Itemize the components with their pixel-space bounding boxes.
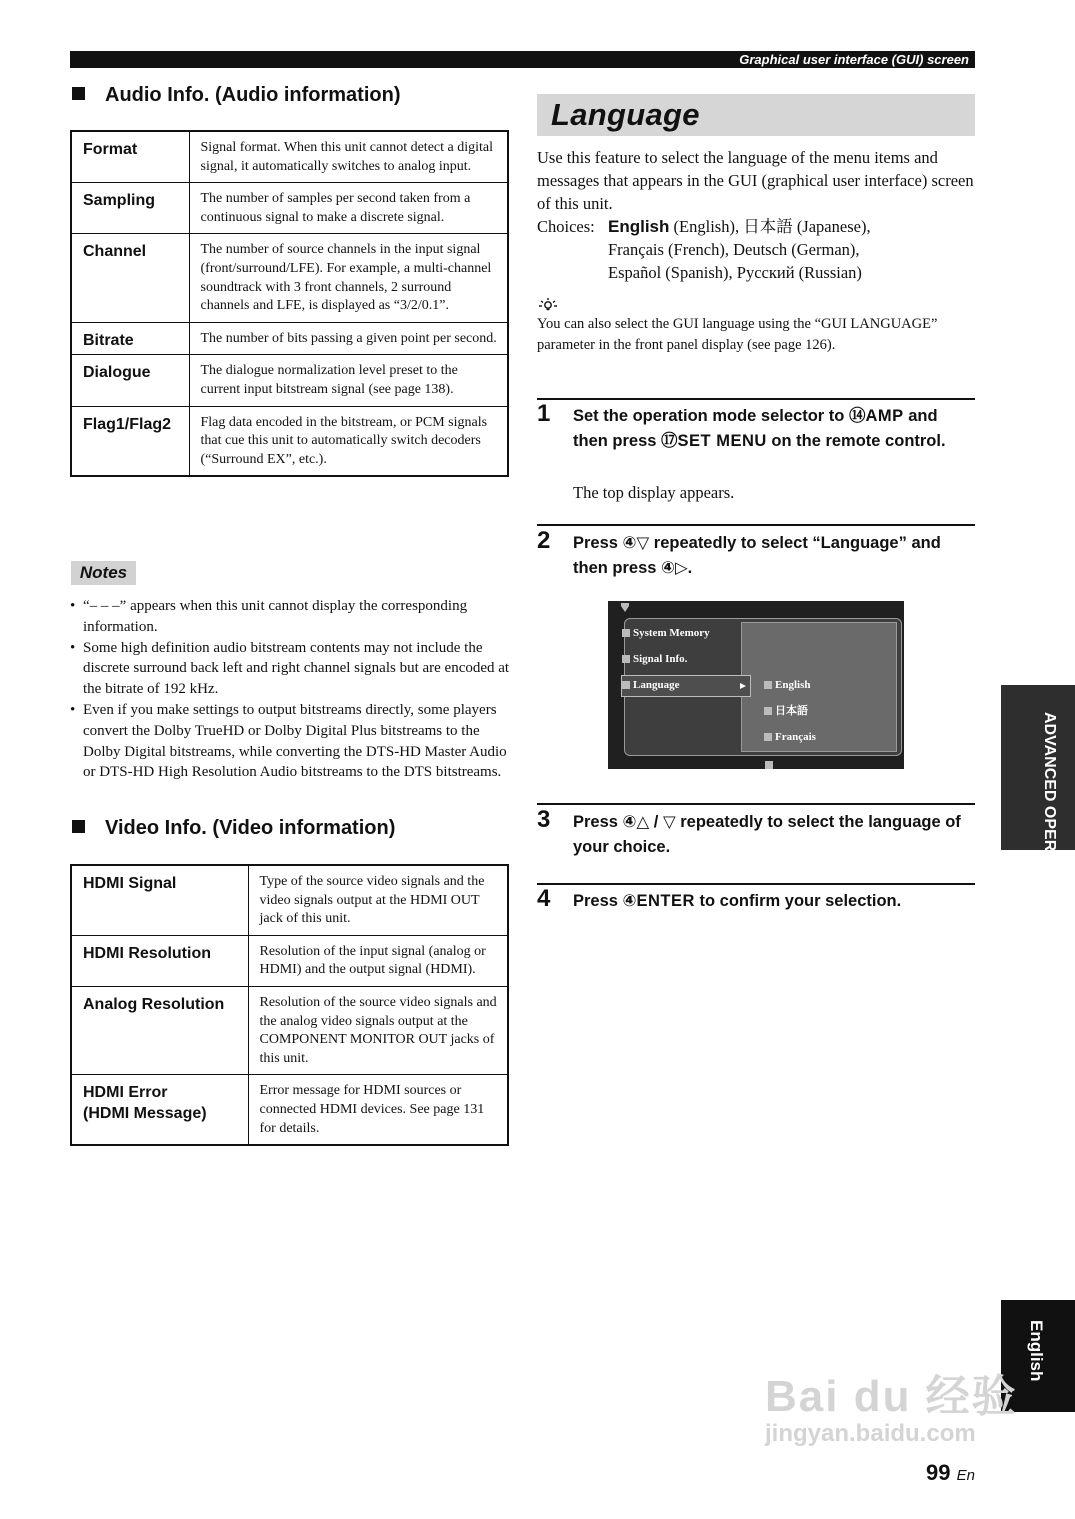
gui-scroll-indicator-icon (765, 761, 773, 769)
audio-info-table (70, 130, 509, 477)
table-row (71, 935, 508, 986)
gui-sub-item: English (764, 676, 810, 694)
table-row (71, 1075, 508, 1145)
table-value-cell: Signal format. When this unit cannot detect a digital signal, it automatically switches to analog input. (200, 140, 494, 174)
step-2-number: 2 (537, 527, 551, 554)
table-key-cell: Analog Resolution (71, 986, 248, 1074)
gui-menu-item: Signal Info. (622, 650, 687, 668)
header-bar (70, 51, 975, 68)
note-item: • Even if you make settings to output bitstreams directly, some players convert the Dolby TrueHD or Dolby Digital Plus bitstreams to the Dolby Digital bitstreams, while converting the DTS-HD Master Audio or DTS-HD High Resolution Audio bitstreams to the DTS bitstreams. (70, 700, 510, 783)
gui-checkbox-icon (764, 681, 772, 689)
table-value-cell: Flag data encoded in the bitstream, or PCM signals that cue this unit to automatically switch decoders (“Surround EX”, etc.). (189, 406, 508, 476)
step-1-subtext: The top display appears. (573, 483, 735, 502)
audio-section-heading (72, 84, 401, 107)
gui-checkbox-icon (764, 707, 772, 715)
gui-up-arrow-icon (621, 603, 629, 612)
table-key-cell: Sampling (71, 183, 189, 234)
table-value-cell: Resolution of the input signal (analog or HDMI) and the output signal (HDMI). (248, 935, 508, 986)
language-title: Language (551, 97, 700, 132)
table-value-cell: The number of bits passing a given point per second. (189, 322, 508, 355)
gui-checkbox-icon (622, 681, 630, 689)
gui-sub-item: 日本語 (764, 702, 808, 720)
table-row (71, 986, 508, 1074)
table-row (71, 865, 508, 935)
gui-checkbox-icon (764, 733, 772, 741)
choice-default: English (608, 217, 670, 236)
notes-badge: Notes (71, 561, 136, 585)
side-tab-advanced-operation (1001, 685, 1075, 900)
side-tab-english (1001, 1300, 1075, 1412)
language-title-box (537, 94, 975, 136)
language-tip: You can also select the GUI language using the “GUI LANGUAGE” parameter in the front panel display (see page 126). (537, 316, 938, 353)
table-key-cell: Dialogue (71, 355, 189, 406)
step-divider (537, 883, 975, 885)
square-bullet-icon (72, 87, 85, 100)
table-value-cell: Type of the source video signals and the video signals output at the HDMI OUT jack of this unit. (259, 874, 485, 927)
table-row (71, 234, 508, 322)
step-1-text: Set the operation mode selector to ⑭AMP and then press ⑰SET MENU on the remote control. (573, 407, 946, 450)
table-key-cell: Format (71, 131, 189, 183)
side-tab-advanced-label: ADVANCED OPERATION (1041, 712, 1058, 900)
note-item: • “– – –” appears when this unit cannot display the corresponding information. (70, 596, 510, 638)
gui-menu-item: System Memory (622, 624, 710, 642)
table-key-cell: Bitrate (71, 322, 189, 355)
table-key-cell: Channel (71, 234, 189, 322)
step-3-number: 3 (537, 806, 551, 833)
table-value-cell: The number of source channels in the input signal (front/surround/LFE). For example, a multi-channel soundtrack with 3 front channels, 2 surround channels and LFE, is displayed as “3/2/0.1”. (189, 234, 508, 322)
audio-section-title: Audio Info. (Audio information) (105, 84, 401, 106)
choices-line-1: (English), 日本語 (Japanese), (669, 217, 871, 236)
video-info-table (70, 864, 509, 1146)
table-value-cell: The number of samples per second taken from a continuous signal to make a discrete signal. (189, 183, 508, 234)
step-2-text: Press ④▽ repeatedly to select “Language” and then press ④▷. (573, 534, 941, 577)
step-divider (537, 803, 975, 805)
step-1-number: 1 (537, 400, 551, 427)
gui-menu-item-selected: Language (622, 676, 679, 694)
step-4-text: Press ④ENTER to confirm your selection. (573, 892, 902, 910)
gui-right-arrow-icon (740, 683, 746, 689)
table-key-cell: HDMI Resolution (71, 935, 248, 986)
step-4-number: 4 (537, 885, 551, 912)
step-divider (537, 524, 975, 526)
step-divider (537, 398, 975, 400)
square-bullet-icon (72, 820, 85, 833)
choices-line-2: Français (French), Deutsch (German), (608, 240, 860, 259)
table-row (71, 131, 508, 183)
choices-label: Choices: (537, 217, 595, 236)
step-3-text: Press ④△ / ▽ repeatedly to select the language of your choice. (573, 813, 961, 856)
gui-checkbox-icon (622, 655, 630, 663)
tip-lightbulb-icon (537, 297, 559, 311)
header-title: Graphical user interface (GUI) screen (739, 52, 969, 67)
note-item: • Some high definition audio bitstream contents may not include the discrete surround back left and right channel signals but are encoded at the bitrate of 192 kHz. (70, 638, 510, 700)
notes-list (70, 596, 510, 783)
table-key-cell: HDMI Signal (71, 865, 248, 935)
table-value-cell: Error message for HDMI sources or connected HDMI devices. See page 131 for details. (248, 1075, 508, 1145)
page-number: 99 En (926, 1460, 975, 1485)
side-tab-english-label: English (1027, 1320, 1046, 1382)
language-intro: Use this feature to select the language of the menu items and messages that appears in the GUI (graphical user interface) screen of this unit. (537, 148, 974, 213)
choices-line-3: Español (Spanish), Русский (Russian) (608, 263, 862, 282)
table-key-cell: HDMI Error (HDMI Message) (71, 1075, 248, 1145)
table-row (71, 322, 508, 355)
table-value-cell: The dialogue normalization level preset to the current input bitstream signal (see page 138). (189, 355, 508, 406)
table-key-cell: Flag1/Flag2 (71, 406, 189, 476)
table-value-cell: Resolution of the source video signals and the analog video signals output at the COMPONENT MONITOR OUT jacks of this unit. (248, 986, 508, 1074)
table-row (71, 406, 508, 476)
watermark: Bai du 经验 jingyan.baidu.com (765, 1372, 1018, 1447)
video-section-heading (72, 817, 395, 840)
gui-sub-item: Français (764, 728, 816, 746)
gui-checkbox-icon (622, 629, 630, 637)
table-row (71, 355, 508, 406)
video-section-title: Video Info. (Video information) (105, 817, 396, 839)
table-row (71, 183, 508, 234)
